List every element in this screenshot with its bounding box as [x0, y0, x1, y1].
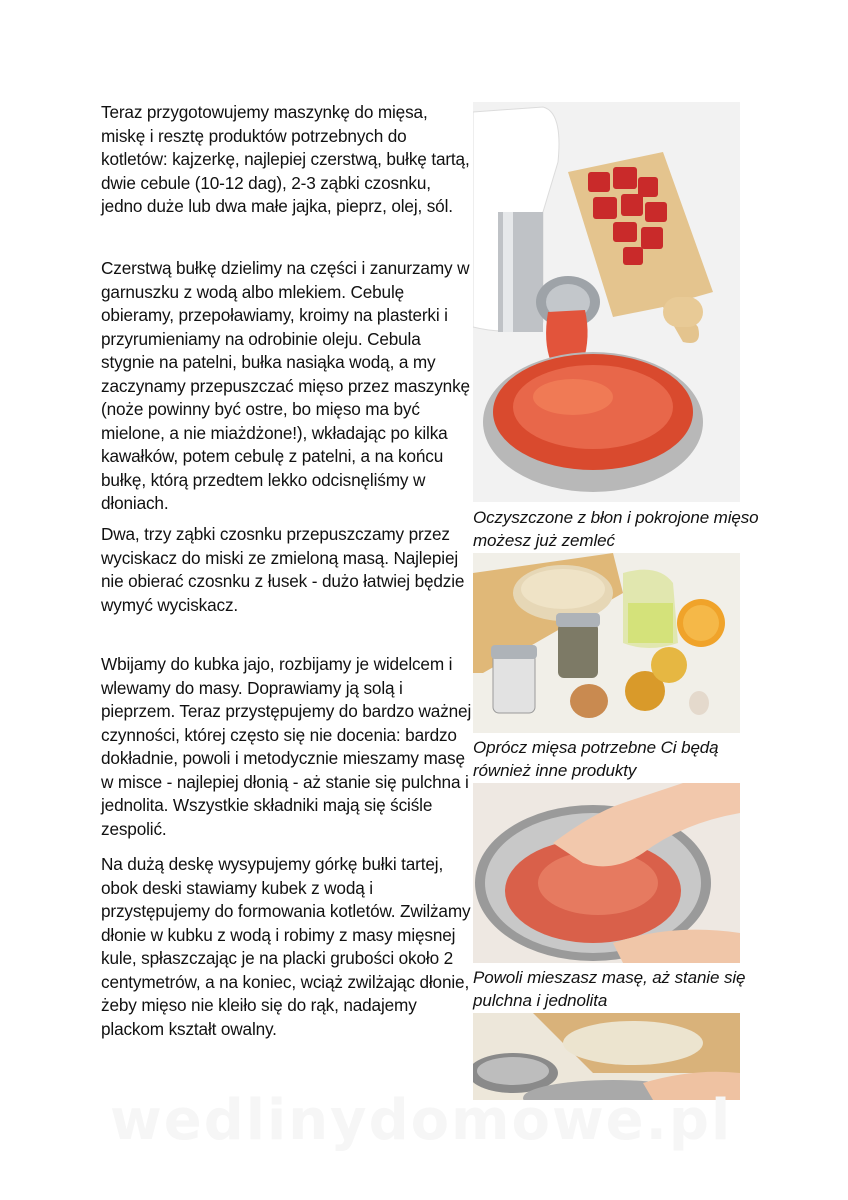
paragraph-mixing: Wbijamy do kubka jajo, rozbijamy je widelcem i wlewamy do masy. Doprawiamy ją solą i pieprzem. Teraz przystępujemy do bardzo ważnej czynności, której często się nie docenia: bardzo dokładnie, powoli i metodycznie mieszamy masę w misce - najlepiej dłonią - aż stanie się pulchna i jednolita. Wszystkie składniki mają się ściśle zespolić. — [101, 654, 472, 839]
paragraph-grinding: Czerstwą bułkę dzielimy na części i zanurzamy w garnuszku z wodą albo mlekiem. Cebulę obieramy, przepoławiamy, kroimy na plasterki i przyrumieniamy na odrobinie oleju. Cebula stygnie na patelni, bułka nasiąka wodą, a my zaczynamy przepuszczać mięso przez maszynkę (noże powinny być ostre, bo mięso ma być mielone, a nie miażdżone!), wkładając po kilka kawałków, potem cebulę z patelni, a na końcu bułkę, którą przedtem lekko odcisnęliśmy w dłoniach. — [101, 258, 470, 513]
paragraph-forming: Na dużą deskę wysypujemy górkę bułki tartej, obok deski stawiamy kubek z wodą i przystępujemy do formowania kotletów. Zwilżamy dłonie w kubku z wodą i robimy z masy mięsnej kule, spłaszczając je na placki grubości około 2 centymetrów, a na koniec, wciąż zwilżając dłonie, żeby mięso nie kleiło się do rąk, nadajemy plackom kształt owalny. — [101, 854, 471, 1039]
paragraph-garlic: Dwa, trzy ząbki czosnku przepuszczamy przez wyciskacz do miski ze zmieloną masą. Najlepiej nie obierać czosnku z łusek - dużo łatwiej będzie wymyć wyciskacz. — [101, 524, 465, 615]
ingredients-photo — [473, 553, 740, 733]
photo-caption-2: Oprócz mięsa potrzebne Ci będą również inne produkty — [473, 738, 719, 780]
meat-grinder-photo — [473, 102, 740, 502]
mixing-photo — [473, 783, 740, 963]
site-watermark: wedlinydomowe.pl — [110, 1088, 733, 1153]
paragraph-preparation: Teraz przygotowujemy maszynkę do mięsa, miskę i resztę produktów potrzebnych do kotletów: kajzerkę, najlepiej czerstwą, bułkę tartą, dwie cebule (10-12 dag), 2-3 ząbki czosnku, jedno duże lub dwa małe jajka, pieprz, olej, sól. — [101, 102, 470, 216]
photo-caption-1: Oczyszczone z błon i pokrojone mięso możesz już zemleć — [473, 508, 759, 550]
breadcrumbs-photo — [473, 1013, 740, 1100]
photo-caption-3: Powoli mieszasz masę, aż stanie się pulchna i jednolita — [473, 968, 746, 1010]
